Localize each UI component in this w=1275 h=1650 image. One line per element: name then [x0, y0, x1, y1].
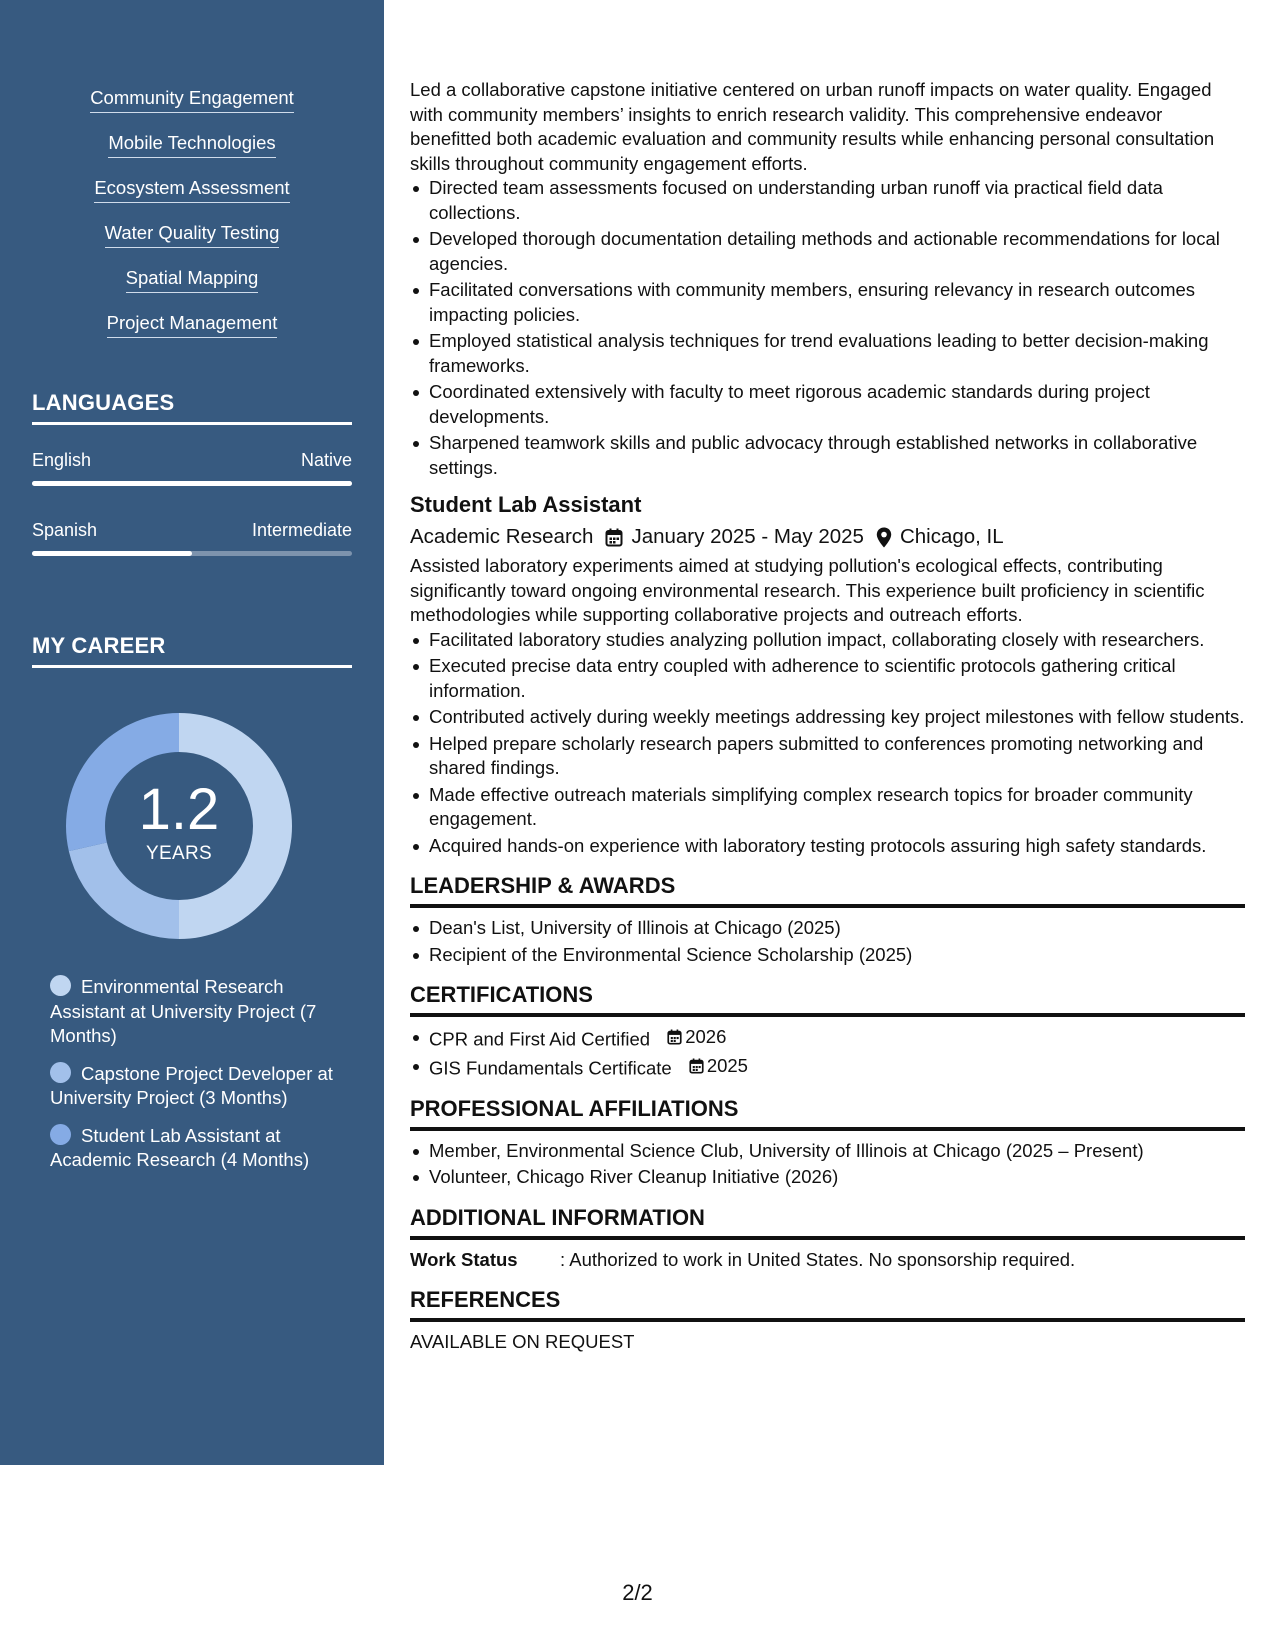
- skill-tag[interactable]: Project Management: [107, 311, 278, 338]
- job-location: Chicago, IL: [899, 525, 1004, 548]
- list-item: [410, 1025, 1245, 1052]
- job-title: Student Lab Assistant: [410, 492, 642, 517]
- list-item: Employed statistical analysis techniques for trend evaluations leading to better decision-making frameworks.: [410, 329, 1245, 378]
- list-item: Acquired hands-on experience with laboratory testing protocols assuring high safety standards.: [410, 834, 1245, 859]
- work-status-row: [410, 1248, 1245, 1273]
- skill-tag[interactable]: Spatial Mapping: [126, 266, 259, 293]
- career-legend-label: Student Lab Assistant at Academic Research (4 Months): [50, 1124, 310, 1170]
- certifications-list: [410, 1025, 1245, 1081]
- legend-dot: [50, 1124, 71, 1145]
- skill-tag[interactable]: Ecosystem Assessment: [94, 176, 289, 203]
- section-heading-certifications: CERTIFICATIONS: [410, 981, 1245, 1017]
- career-unit: YEARS: [146, 843, 212, 864]
- career-legend: [50, 975, 340, 1186]
- project-bullets: [410, 176, 1245, 480]
- certification-date: [689, 1054, 748, 1079]
- location-pin-icon: [876, 527, 892, 548]
- career-total: 1.2: [138, 777, 220, 842]
- career-heading: MY CAREER: [32, 633, 352, 668]
- language-level: Native: [300, 450, 352, 470]
- list-item: [410, 1054, 1245, 1081]
- list-item: Made effective outreach materials simplifying complex research topics for broader community engagement.: [410, 783, 1245, 832]
- legend-dot: [50, 975, 71, 996]
- career-legend-item: [50, 1062, 340, 1111]
- skill-tag[interactable]: Mobile Technologies: [108, 131, 275, 158]
- list-item: Facilitated laboratory studies analyzing pollution impact, collaborating closely with researchers.: [410, 628, 1245, 653]
- list-item: Member, Environmental Science Club, University of Illinois at Chicago (2025 – Present): [410, 1139, 1245, 1164]
- list-item: Facilitated conversations with community members, ensuring relevancy in research outcomes impacting policies.: [410, 278, 1245, 327]
- language-bar-fill: [32, 551, 192, 556]
- calendar-icon: [605, 528, 623, 547]
- career-legend-item: [50, 1124, 340, 1173]
- leadership-list: [410, 916, 1245, 967]
- certification-year: 2025: [706, 1054, 748, 1076]
- main-content: [410, 78, 1245, 1355]
- job-summary: Assisted laboratory experiments aimed at studying pollution's ecological effects, contributing significantly toward ongoing environmental research. This experience built proficiency in scientific methodologies while supporting collaborative projects and outreach efforts.: [410, 555, 1205, 625]
- list-item: Coordinated extensively with faculty to meet rigorous academic standards during project developments.: [410, 380, 1245, 429]
- career-legend-label: Capstone Project Developer at University Project (3 Months): [50, 1062, 333, 1108]
- language-bar-fill: [32, 481, 352, 486]
- career-donut-center: [66, 713, 292, 939]
- calendar-icon: [689, 1058, 704, 1074]
- calendar-icon: [667, 1029, 682, 1045]
- list-item: Volunteer, Chicago River Cleanup Initiative (2026): [410, 1165, 1245, 1190]
- skills-list: [0, 86, 384, 356]
- language-name: Spanish: [32, 520, 98, 540]
- list-item: Contributed actively during weekly meetings addressing key project milestones with fellow students.: [410, 705, 1245, 730]
- section-heading-affiliations: PROFESSIONAL AFFILIATIONS: [410, 1095, 1245, 1131]
- job-bullets: [410, 628, 1245, 859]
- section-heading-additional: ADDITIONAL INFORMATION: [410, 1204, 1245, 1240]
- sidebar: [0, 0, 384, 1465]
- references-text: AVAILABLE ON REQUEST: [410, 1331, 635, 1352]
- list-item: Directed team assessments focused on understanding urban runoff via practical field data collections.: [410, 176, 1245, 225]
- job-employer: Academic Research: [410, 525, 594, 548]
- language-bar-spanish: [32, 551, 352, 556]
- affiliations-list: [410, 1139, 1245, 1190]
- certification-date: [667, 1025, 726, 1050]
- list-item: Dean's List, University of Illinois at Chicago (2025): [410, 916, 1245, 941]
- certification-name: CPR and First Aid Certified: [429, 1028, 651, 1050]
- list-item: Developed thorough documentation detailing methods and actionable recommendations for local agencies.: [410, 227, 1245, 276]
- list-item: Sharpened teamwork skills and public advocacy through established networks in collaborative settings.: [410, 431, 1245, 480]
- section-heading-leadership: LEADERSHIP & AWARDS: [410, 872, 1245, 908]
- list-item: Recipient of the Environmental Science Scholarship (2025): [410, 943, 1245, 968]
- section-heading-references: REFERENCES: [410, 1286, 1245, 1322]
- language-bar-english: [32, 481, 352, 486]
- language-name: English: [32, 450, 92, 470]
- page-number: 2/2: [622, 1580, 653, 1605]
- language-level: Intermediate: [251, 520, 352, 540]
- list-item: Executed precise data entry coupled with adherence to scientific protocols gathering critical information.: [410, 654, 1245, 703]
- skill-tag[interactable]: Community Engagement: [90, 86, 294, 113]
- job-dates: January 2025 - May 2025: [631, 525, 864, 548]
- work-status-value: : Authorized to work in United States. No sponsorship required.: [560, 1248, 1076, 1270]
- career-legend-label: Environmental Research Assistant at University Project (7 Months): [50, 976, 317, 1046]
- certification-name: GIS Fundamentals Certificate: [429, 1057, 672, 1078]
- work-status-label: Work Status: [410, 1248, 518, 1270]
- legend-dot: [50, 1062, 71, 1083]
- career-legend-item: [50, 975, 340, 1049]
- job-meta: [410, 522, 1245, 552]
- list-item: Helped prepare scholarly research papers submitted to conferences promoting networking and shared findings.: [410, 732, 1245, 781]
- project-description: Led a collaborative capstone initiative centered on urban runoff impacts on water quality. Engaged with community members’ insights to enrich research validity. This comprehensive endeavor benefitted both academic evaluation and community results while enhancing personal consultation skills throughout community engagement efforts.: [410, 79, 1215, 174]
- certification-year: 2026: [685, 1026, 727, 1047]
- languages-heading: LANGUAGES: [32, 390, 352, 425]
- skill-tag[interactable]: Water Quality Testing: [105, 221, 280, 248]
